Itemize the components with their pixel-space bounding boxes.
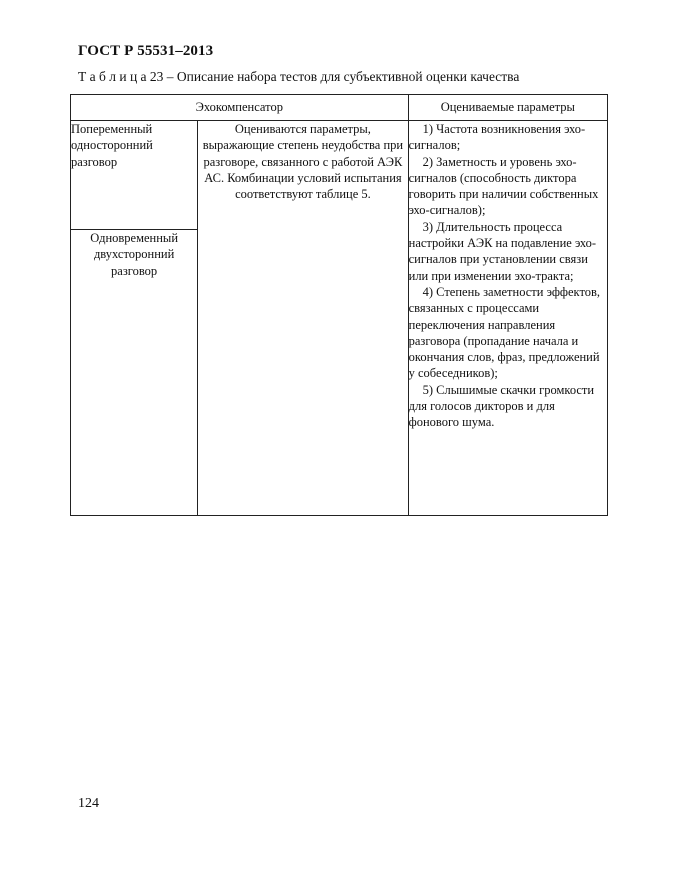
document-code: ГОСТ Р 55531–2013 [78,43,214,59]
parameter-item: 2) Заметность и уровень эхо-сигналов (способность диктора говорить при наличии собственных эхо-сигналов); [408,154,599,218]
parameter-item: 5) Слышимые скачки громкости для голосов дикторов и для фонового шума. [408,382,595,430]
parameter-item: 3) Длительность процесса настройки АЭК на подавление эхо-сигналов при установлении связи или при изменении эхо-тракта; [408,219,597,283]
header-evaluated-parameters: Оцениваемые параметры [408,95,607,121]
mode-full-duplex: Одновременный двухсторонний разговор [71,230,198,516]
table-header-row [71,95,608,121]
header-echo-canceller: Эхокомпенсатор [71,95,409,121]
test-description: Оцениваются параметры, выражающие степень неудобства при разговоре, связанного с работой АЭК АС. Комбинации условий испытания соответствуют таблице 5. [198,121,408,516]
table-row [71,121,608,230]
page-number: 124 [78,796,99,811]
parameter-item: 1) Частота возникновения эхо-сигналов; [408,122,586,153]
parameter-item: 4) Степень заметности эффектов, связанных с процессами переключения направления разговора (пропадание начала и окончания слов, фраз, предложений у собеседников); [408,284,601,381]
parameters-cell [408,121,607,516]
table-caption: Т а б л и ц а 23 – Описание набора тестов для субъективной оценки качества [78,69,520,84]
mode-half-duplex: Попеременный односторонний разговор [71,121,198,230]
test-set-table [70,94,608,516]
